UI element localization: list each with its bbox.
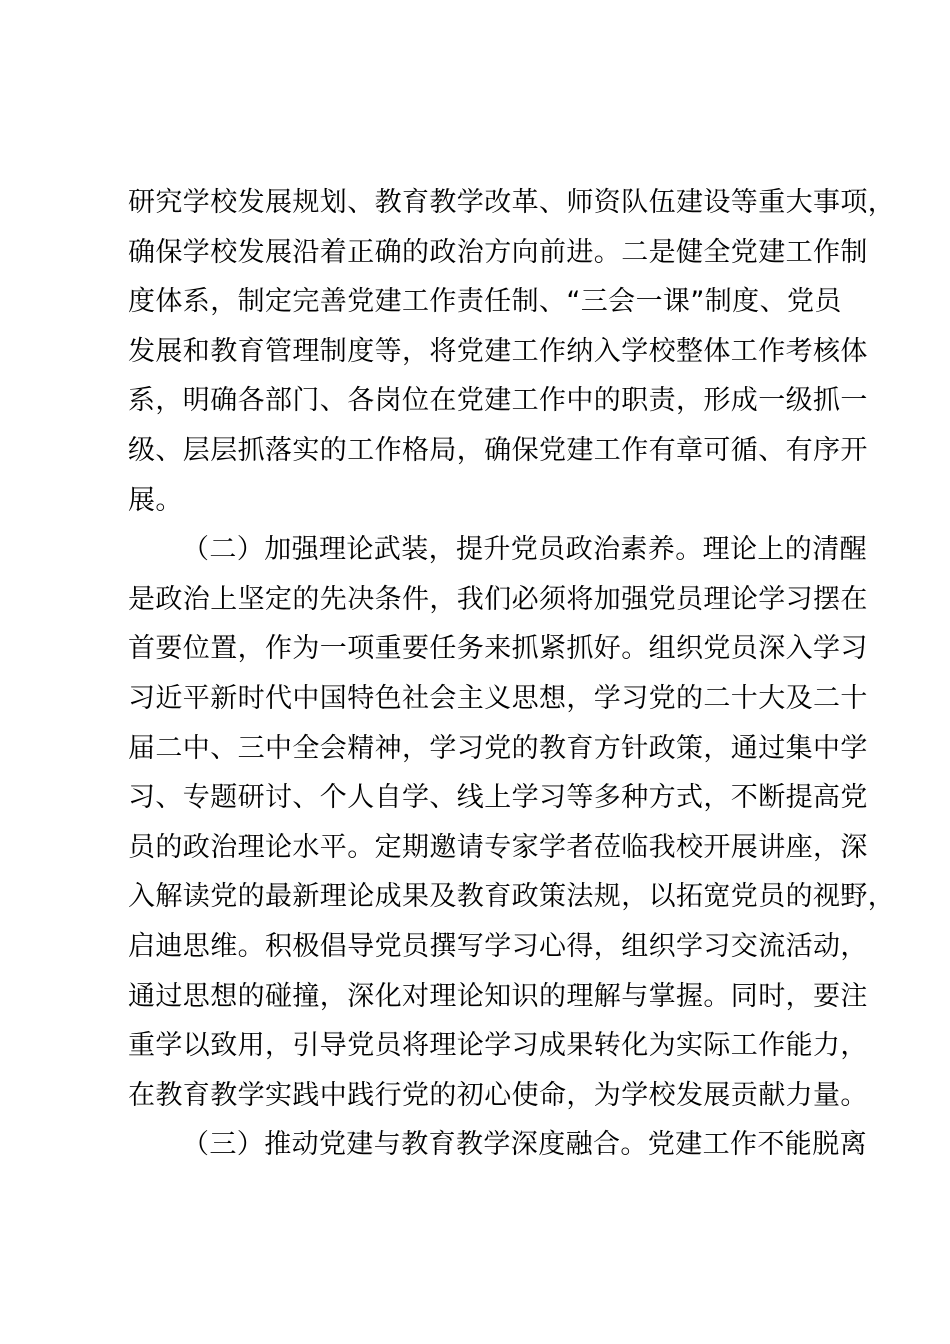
text-line: 在教育教学实践中践行党的初心使命，为学校发展贡献力量。 bbox=[128, 1079, 868, 1111]
text-line: 发展和教育管理制度等，将党建工作纳入学校整体工作考核体 bbox=[128, 335, 868, 367]
section-heading-line: （三）推动党建与教育教学深度融合。党建工作不能脱离 bbox=[182, 1129, 867, 1161]
text-line: 入解读党的最新理论成果及教育政策法规，以拓宽党员的视野， bbox=[128, 881, 896, 913]
text-line: 重学以致用，引导党员将理论学习成果转化为实际工作能力， bbox=[128, 1030, 868, 1062]
text-line: 度体系，制定完善党建工作责任制、“三会一课”制度、党员 bbox=[128, 286, 842, 318]
text-line: 是政治上坚定的先决条件，我们必须将加强党员理论学习摆在 bbox=[128, 583, 868, 615]
section-heading-line: （二）加强理论武装，提升党员政治素养。理论上的清醒 bbox=[182, 534, 867, 566]
text-line: 级、层层抓落实的工作格局，确保党建工作有章可循、有序开 bbox=[128, 434, 868, 466]
text-line: 启迪思维。积极倡导党员撰写学习心得，组织学习交流活动， bbox=[128, 930, 868, 962]
text-line: 通过思想的碰撞，深化对理论知识的理解与掌握。同时，要注 bbox=[128, 980, 868, 1012]
text-line: 系，明确各部门、各岗位在党建工作中的职责，形成一级抓一 bbox=[128, 385, 868, 417]
text-line: 展。 bbox=[128, 484, 183, 516]
text-line: 首要位置，作为一项重要任务来抓紧抓好。组织党员深入学习 bbox=[128, 633, 868, 665]
text-line: 员的政治理论水平。定期邀请专家学者莅临我校开展讲座，深 bbox=[128, 831, 868, 863]
text-line: 习、专题研讨、个人自学、线上学习等多种方式，不断提高党 bbox=[128, 782, 868, 814]
text-line: 研究学校发展规划、教育教学改革、师资队伍建设等重大事项， bbox=[128, 187, 896, 218]
document-body bbox=[128, 178, 896, 1170]
text-line: 确保学校发展沿着正确的政治方向前进。二是健全党建工作制 bbox=[128, 236, 868, 268]
text-line: 习近平新时代中国特色社会主义思想，学习党的二十大及二十 bbox=[128, 682, 868, 714]
text-line: 届二中、三中全会精神，学习党的教育方针政策，通过集中学 bbox=[128, 732, 868, 764]
